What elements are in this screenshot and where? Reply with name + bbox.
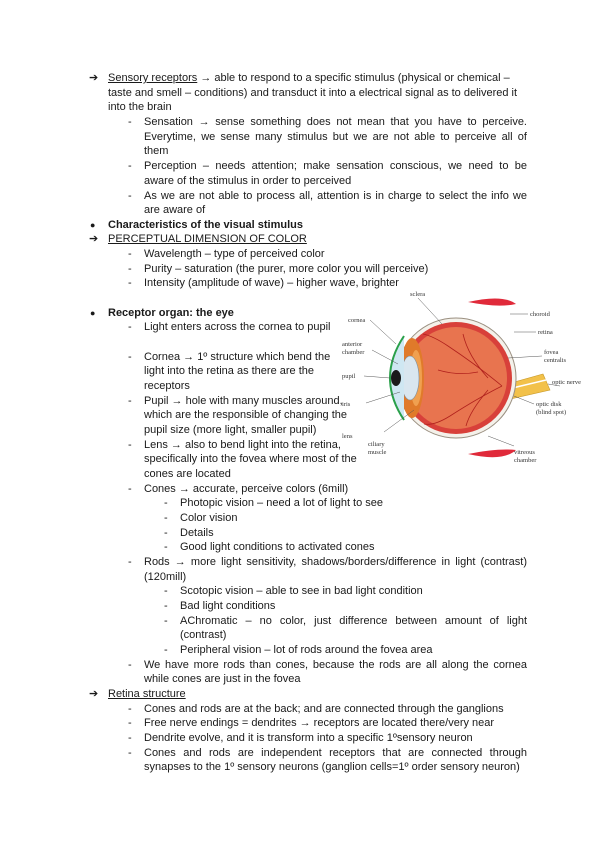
eye-item-pupil-2: which are the responsible of changing the bbox=[144, 409, 348, 421]
dash-bullet: - bbox=[164, 541, 168, 553]
dash-bullet: - bbox=[128, 556, 132, 568]
arrow-bullet: ➔ bbox=[89, 688, 99, 700]
color-item-wavelength: Wavelength – type of perceived color bbox=[144, 248, 325, 260]
rods-achromatic-2: (contrast) bbox=[180, 629, 227, 641]
label-pupil: pupil bbox=[342, 373, 356, 380]
label-lens: lens bbox=[342, 433, 353, 440]
dot-bullet: ● bbox=[90, 308, 96, 318]
eye-item-lens-1: Lens → also to bend light into the retina, bbox=[144, 439, 341, 451]
cones-good-light: Good light conditions to activated cones bbox=[180, 541, 375, 553]
sensory-receptors-line-1 bbox=[108, 71, 510, 85]
dash-bullet: - bbox=[164, 585, 168, 597]
cones-details: Details bbox=[180, 527, 214, 539]
perceptual-color-heading: PERCEPTUAL DIMENSION OF COLOR bbox=[108, 233, 307, 245]
label-anterior: anterior bbox=[342, 341, 363, 348]
dash-bullet: - bbox=[128, 717, 132, 729]
dash-bullet: - bbox=[164, 512, 168, 524]
dash-bullet: - bbox=[128, 160, 132, 172]
dash-bullet: - bbox=[128, 395, 132, 407]
visual-stimulus-heading: Characteristics of the visual stimulus bbox=[108, 219, 304, 231]
dash-bullet: - bbox=[128, 116, 132, 128]
sensory-receptors-definition: → able to respond to a specific stimulus (physical or chemical – bbox=[197, 72, 510, 84]
rods-scotopic: Scotopic vision – able to see in bad light condition bbox=[180, 585, 423, 597]
attention-line-2: are aware of bbox=[144, 204, 206, 216]
label-centralis: centralis bbox=[544, 357, 567, 364]
dash-bullet: - bbox=[128, 659, 132, 671]
rods-bad-light: Bad light conditions bbox=[180, 600, 276, 612]
eye-item-lens-2: specifically into the fovea where most of the bbox=[144, 453, 357, 465]
arrow-bullet: ➔ bbox=[89, 72, 99, 84]
label-optic-nerve: optic nerve bbox=[552, 379, 582, 386]
dash-bullet: - bbox=[128, 263, 132, 275]
label-muscle: muscle bbox=[368, 449, 387, 456]
dash-bullet: - bbox=[128, 321, 132, 333]
eye-item-cones: Cones → accurate, perceive colors (6mill) bbox=[144, 483, 349, 495]
dash-bullet: - bbox=[128, 190, 132, 202]
dash-bullet: - bbox=[164, 527, 168, 539]
retina-structure-heading: Retina structure bbox=[108, 688, 186, 700]
perception-line-2: aware of the stimulus in order to perceived bbox=[144, 175, 352, 187]
dash-bullet: - bbox=[164, 615, 168, 627]
eye-item-lens-3: cones are located bbox=[144, 468, 231, 480]
sensation-line-1: Sensation → sense something does not mean that you have to perceive. bbox=[144, 116, 527, 128]
sensory-receptors-line-3: into the brain bbox=[108, 101, 172, 113]
dash-bullet: - bbox=[128, 703, 132, 715]
retina-item-independent-1: Cones and rods are independent receptors that are connected through bbox=[144, 747, 527, 759]
label-ciliary: ciliary bbox=[368, 441, 385, 448]
sensory-receptors-line-2: taste and smell – conditions) and transduct it into a electrical signal as to delivered it bbox=[108, 87, 518, 99]
dash-bullet: - bbox=[128, 747, 132, 759]
eye-item-cornea-1: Cornea → 1º structure which bend the bbox=[144, 351, 331, 363]
dash-bullet: - bbox=[128, 483, 132, 495]
dash-bullet: - bbox=[164, 497, 168, 509]
dash-bullet: - bbox=[128, 248, 132, 260]
eye-item-cornea-2: light into the retina as there are the bbox=[144, 365, 314, 377]
upper-eyelid-shape bbox=[468, 298, 516, 305]
color-item-purity: Purity – saturation (the purer, more color you will perceive) bbox=[144, 263, 429, 275]
dash-bullet: - bbox=[128, 351, 132, 363]
label-choroid: choroid bbox=[530, 311, 550, 318]
dash-bullet: - bbox=[164, 600, 168, 612]
lower-eyelid-shape bbox=[468, 450, 516, 458]
eye-heading: Receptor organ: the eye bbox=[108, 307, 234, 319]
sensory-receptors-term: Sensory receptors bbox=[108, 72, 198, 84]
rods-achromatic-1: AChromatic – no color, just difference between amount of light bbox=[180, 615, 527, 627]
dash-bullet: - bbox=[128, 439, 132, 451]
arrow-bullet: ➔ bbox=[89, 233, 99, 245]
eye-item-light-enters: Light enters across the cornea to pupil bbox=[144, 321, 331, 333]
pupil-shape bbox=[391, 370, 401, 386]
retina-item-independent-2: synapses to the 1º sensory neurons (ganglion cells=1º order sensory neuron) bbox=[144, 761, 520, 773]
label-chamber: chamber bbox=[342, 349, 365, 356]
more-rods-line-1: We have more rods than cones, because the rods are all along the cornea bbox=[144, 659, 527, 671]
dash-bullet: - bbox=[128, 732, 132, 744]
eye-anatomy-diagram bbox=[338, 286, 594, 474]
rods-peripheral: Peripheral vision – lot of rods around the fovea area bbox=[180, 644, 433, 656]
perception-line-1: Perception – needs attention; make sensation conscious, we need to be bbox=[144, 160, 527, 172]
dot-bullet: ● bbox=[90, 220, 96, 230]
eye-item-pupil-3: pupil size (more light, smaller pupil) bbox=[144, 424, 317, 436]
retina-item-nerve-endings: Free nerve endings = dendrites → receptors are located there/very near bbox=[144, 717, 495, 729]
attention-line-1: As we are not able to process all, attention is in charge to select the info we bbox=[144, 190, 527, 202]
eye-item-cornea-3: receptors bbox=[144, 380, 190, 392]
label-fovea: fovea bbox=[544, 349, 559, 356]
more-rods-line-2: while cones are just in the fovea bbox=[144, 673, 301, 685]
rods-line-1: Rods → more light sensitivity, shadows/borders/difference in light (contrast) bbox=[144, 556, 527, 568]
label-sclera: sclera bbox=[410, 291, 426, 298]
label-optic-disk: optic disk bbox=[536, 401, 562, 408]
sensation-line-3: them bbox=[144, 145, 169, 157]
label-iris: iris bbox=[342, 401, 351, 408]
dash-bullet: - bbox=[164, 644, 168, 656]
cones-photopic: Photopic vision – need a lot of light to see bbox=[180, 497, 384, 509]
cones-color-vision: Color vision bbox=[180, 512, 238, 524]
label-blind-spot: (blind spot) bbox=[536, 409, 567, 416]
rods-line-2: (120mill) bbox=[144, 571, 187, 583]
retina-item-back: Cones and rods are at the back; and are connected through the ganglions bbox=[144, 703, 504, 715]
sensation-line-2: Everytime, we sense many stimulus but we are not able to perceive all of bbox=[144, 131, 527, 143]
retina-item-dendrite: Dendrite evolve, and it is transform into a specific 1ºsensory neuron bbox=[144, 732, 473, 744]
label-retina: retina bbox=[538, 329, 553, 336]
label-cornea: cornea bbox=[348, 317, 366, 324]
label-vitreous-chamber: chamber bbox=[514, 457, 537, 464]
label-vitreous: vitreous bbox=[514, 449, 535, 456]
color-item-intensity: Intensity (amplitude of wave) – higher wave, brighter bbox=[144, 277, 399, 289]
dash-bullet: - bbox=[128, 277, 132, 289]
eye-item-pupil-1: Pupil → hole with many muscles around, bbox=[144, 395, 343, 407]
